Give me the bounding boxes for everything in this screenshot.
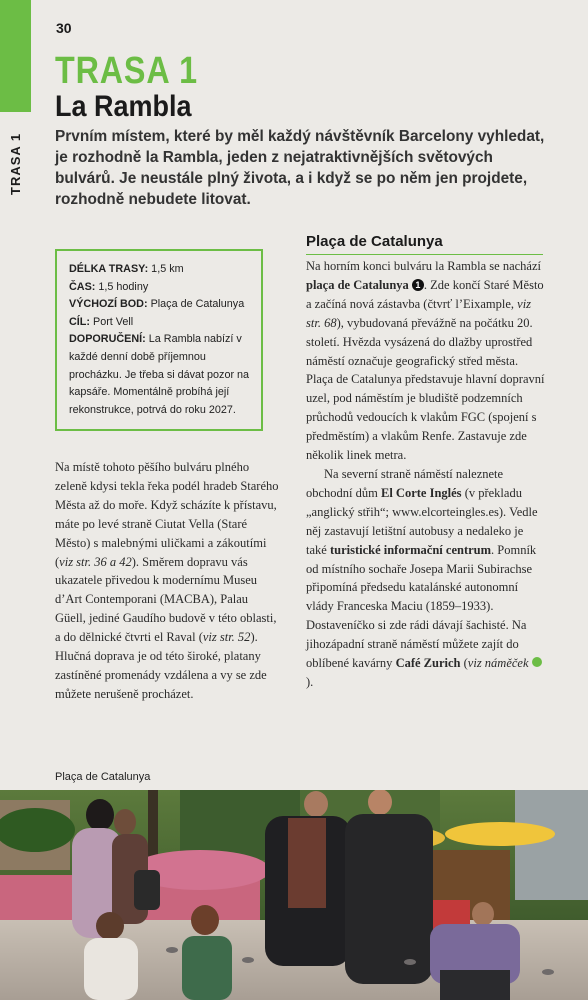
info-end	[69, 314, 261, 332]
text-run: ), vybudovaná převážně na počátku 20. století. Hvězda vysázená do dlažby uprostřed náměstí označuje geografický střed města. Plaça de Catalunya představuje hlavní dopravní uzel, pod náměstím je bludiště podzemních průchodů vedoucích k vlakům FGC (spojení s předměstím) a vlakům Renfe. Zastavuje zde několik linek metra.	[306, 315, 545, 463]
text-run: . Pomník od místního sochaře Josepa Marii Subirachse připomíná předsedu katalánské autonomní vlády Franceska Maciu (1859–1933). Dostaveníčko si zde rádi dávají šachisté. Na jihozápadní straně náměstí můžete zajít do oblíbené kavárny	[306, 542, 537, 671]
text-run: (	[460, 656, 468, 671]
text-run: . Zde končí Staré Město a začíná nová zástavba (čtvrť l’Eixample,	[306, 277, 544, 311]
info-end-value: Port Vell	[90, 315, 134, 328]
page-number: 30	[56, 20, 72, 36]
side-chapter-label: TRASA 1	[8, 132, 23, 195]
placa-de-catalunya-photo	[0, 790, 588, 1000]
text-run: ).	[306, 674, 314, 689]
box-reference: viz náměček	[467, 656, 529, 671]
green-dot-icon	[532, 657, 542, 667]
info-time	[69, 279, 261, 297]
paragraph	[306, 257, 546, 465]
body-text-left	[55, 458, 280, 704]
info-length-label: DÉLKA TRASY:	[69, 263, 149, 275]
place-name: plaça de Catalunya	[306, 277, 409, 292]
route-info-box	[55, 249, 263, 431]
left-text-1: Na místě tohoto pěšího bulváru plného zeleně kdysi tekla řeka podél hradeb Starého Města až do moře. Když scházíte k přístavu, máte po levé straně Ciutat Vella (Staré Město) s malebnými uličkami a zákoutími (	[55, 460, 279, 569]
place-name: Café Zurich	[395, 656, 461, 671]
body-text-right	[306, 257, 546, 692]
intro-paragraph: Prvním místem, které by měl každý návštěvník Barcelony vyhledat, je rozhodně la Rambla, jeden z nejatraktivnějších světových bulvárů. Je neustále plný života, a i když se po něm jen projdete, rozhodně nebudete litovat.	[55, 128, 545, 208]
info-time-value: 1,5 hodiny	[95, 280, 149, 293]
chapter-tab	[0, 0, 31, 112]
page-reference: viz str. 52	[202, 630, 251, 645]
page-reference: viz str. 68	[306, 296, 532, 330]
place-name: El Corte Inglés	[381, 485, 462, 500]
info-tip-value: La Rambla nabízí v každé denní době příjemnou procházku. Je třeba si dávat pozor na kapsáře. Momentálně probíhá její rekonstrukce, potrvá do roku 2027.	[69, 333, 250, 416]
info-start	[69, 296, 261, 314]
left-text-2: ). Směrem dopravu vás ukazatele přivedou k modernímu Museu d’Art Contemporani (MACBA), Palau Güell, jediné Gaudího budově v této oblasti, a do dělnické čtvrti el Raval (	[55, 554, 277, 645]
info-start-value: Plaça de Catalunya	[147, 298, 245, 311]
text-run: Na horním konci bulváru la Rambla se nachází	[306, 259, 541, 273]
info-length	[69, 261, 261, 279]
info-time-label: ČAS:	[69, 280, 96, 293]
route-title: La Rambla	[55, 90, 192, 123]
left-text-3: ). Hlučná doprava je od této široké, platany zastíněné promenády vzdálena a vy se zde můžete nerušeně procházet.	[55, 630, 267, 701]
info-tip	[69, 331, 261, 419]
photo-caption: Plaça de Catalunya	[55, 771, 151, 783]
info-end-label: CÍL:	[69, 315, 90, 328]
map-marker-number-icon: 1	[412, 279, 424, 291]
section-divider	[306, 254, 543, 255]
info-start-label: VÝCHOZÍ BOD:	[69, 298, 148, 311]
text-run: Na severní straně náměstí naleznete obchodní dům	[306, 466, 504, 500]
info-length-value: 1,5 km	[148, 263, 184, 275]
page-reference: viz str. 36 a 42	[59, 554, 132, 569]
section-heading: Plaça de Catalunya	[306, 233, 443, 250]
place-name: turistické informační centrum	[329, 542, 492, 557]
paragraph	[306, 465, 546, 692]
route-label: TRASA 1	[55, 50, 198, 92]
text-run: (v překladu „anglický střih“; www.elcorteingles.es). Vedle něj zastavují letištní autobusy a nedaleko je také	[306, 485, 538, 557]
info-tip-label: DOPORUČENÍ:	[69, 333, 146, 346]
